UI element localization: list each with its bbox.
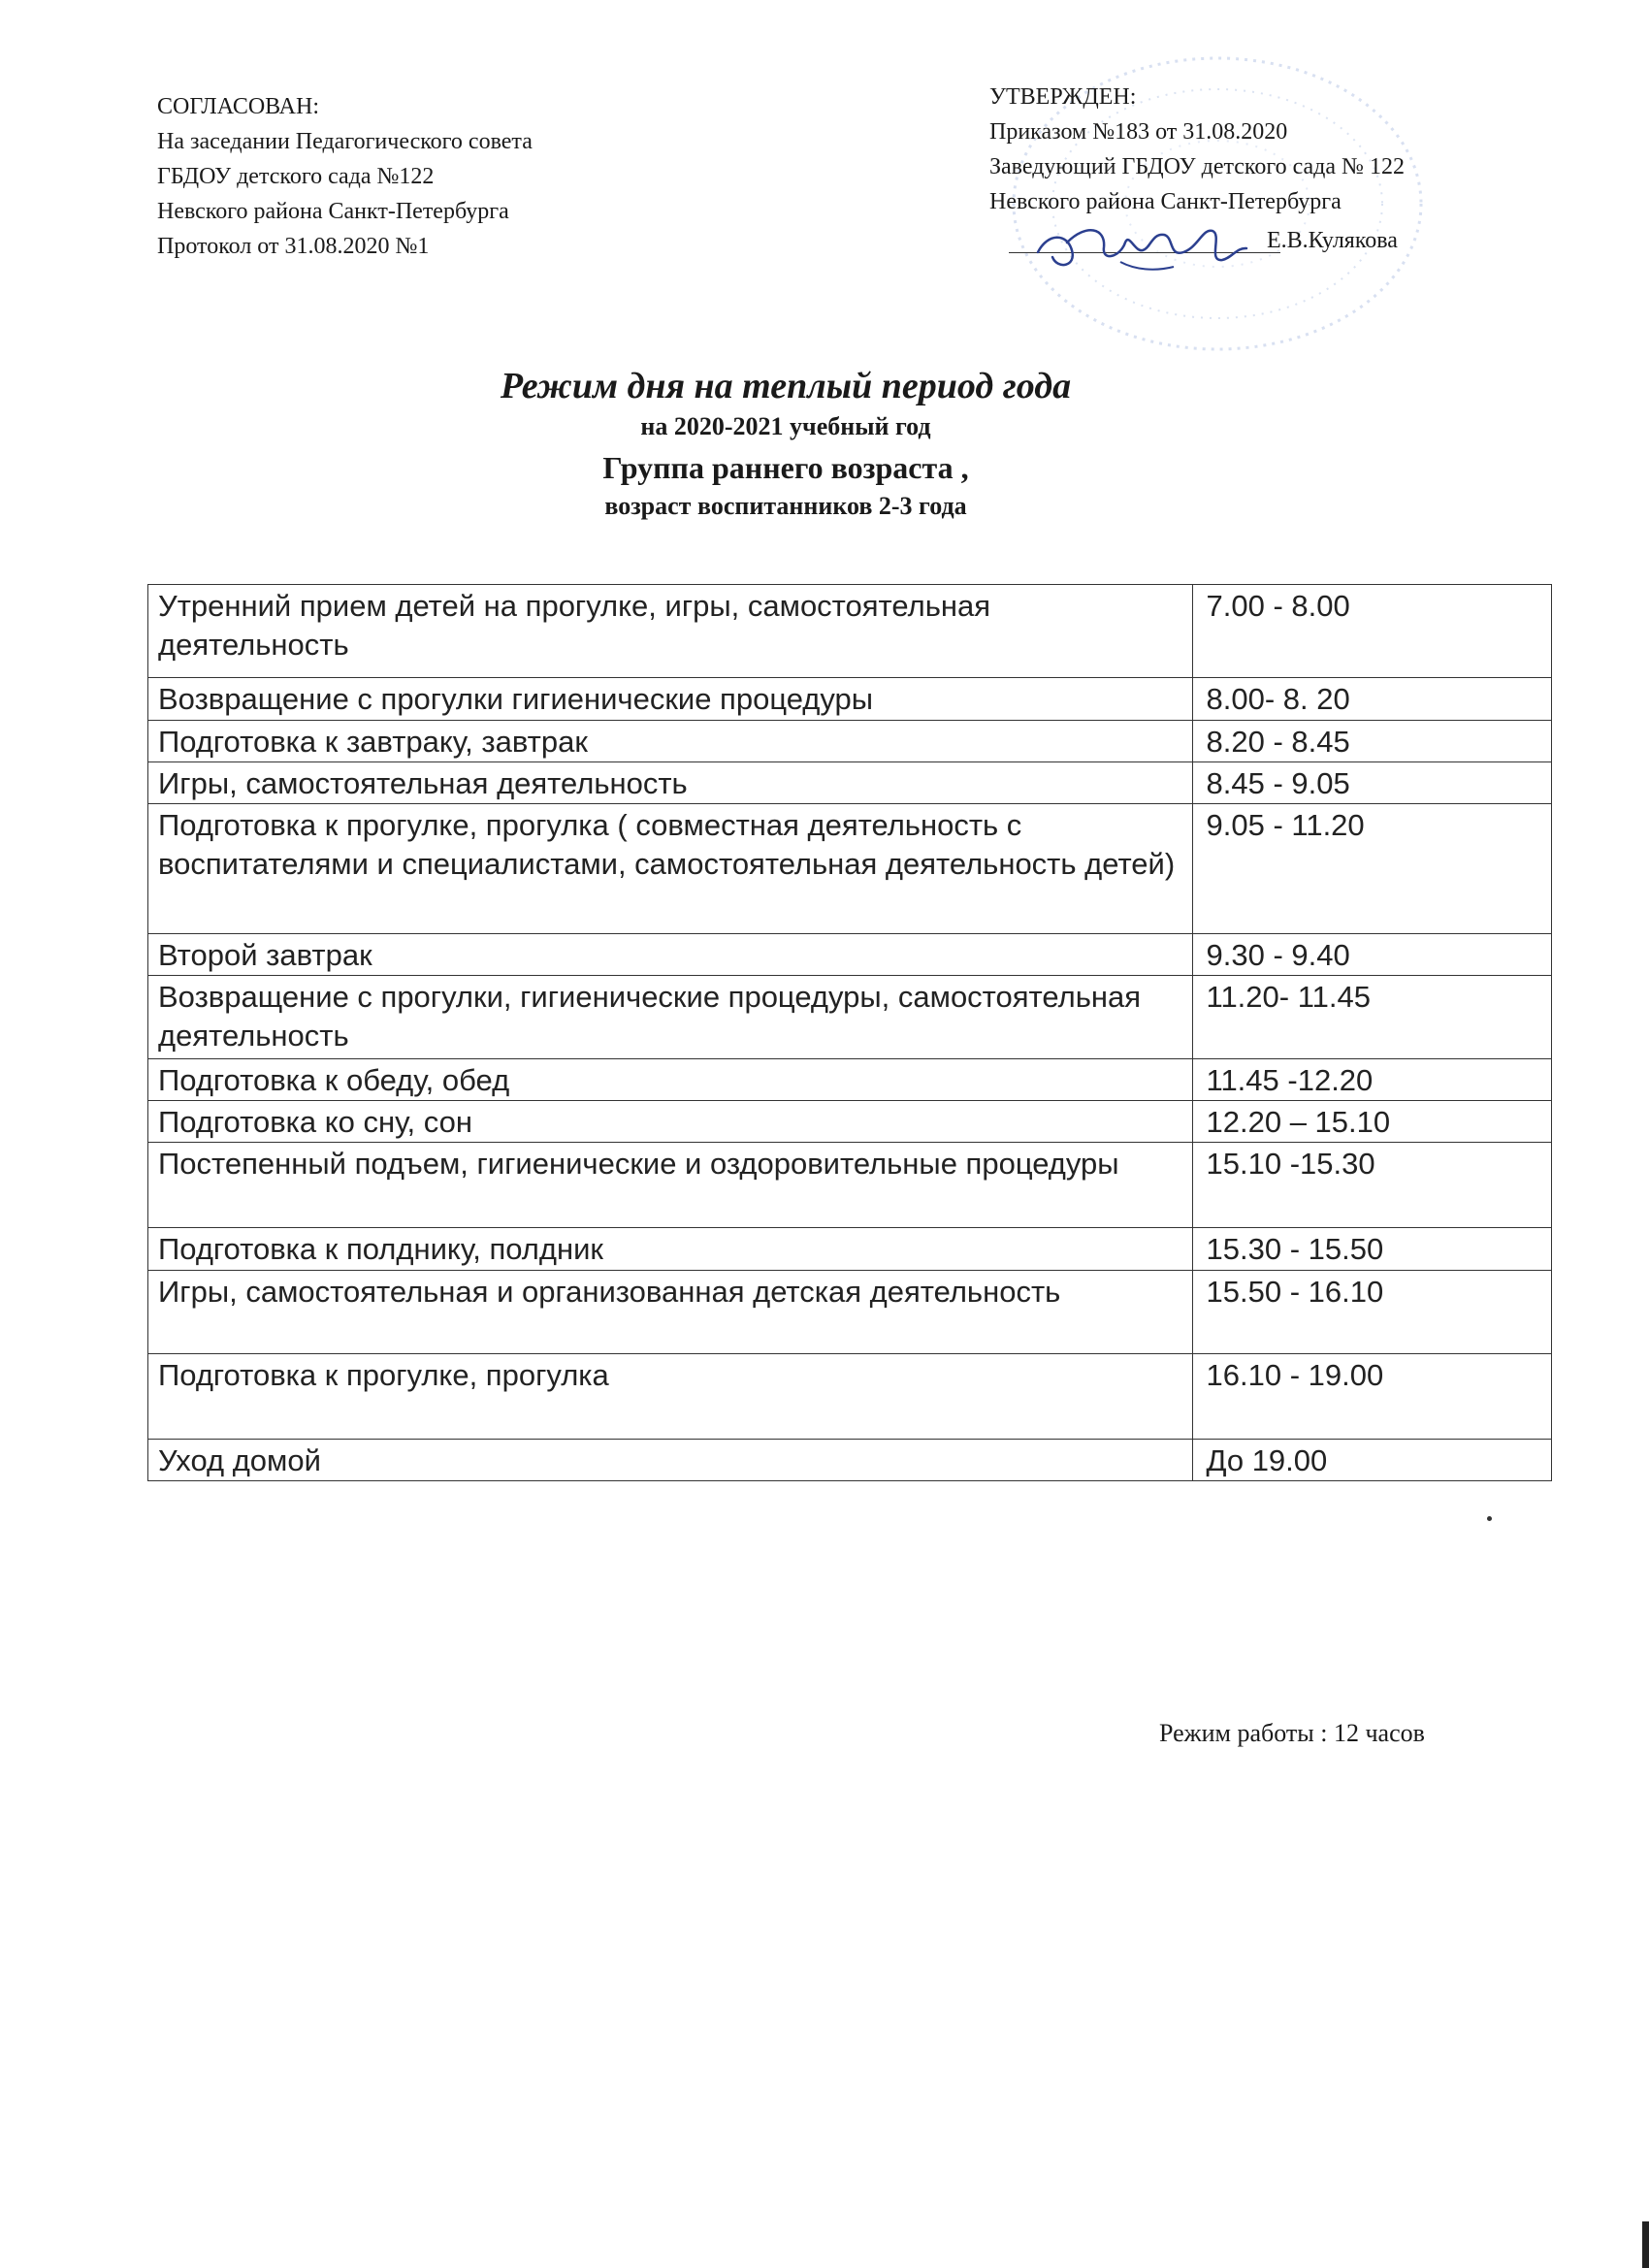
- approval-line: Невского района Санкт-Петербурга: [989, 189, 1342, 214]
- table-row: [148, 1143, 1552, 1228]
- table-row: [148, 1354, 1552, 1440]
- approved-heading: УТВЕРЖДЕН:: [989, 84, 1137, 110]
- table-row: [148, 1440, 1552, 1481]
- approval-line: Протокол от 31.08.2020 №1: [157, 234, 430, 259]
- time-cell: 15.50 - 16.10: [1192, 1271, 1552, 1354]
- page-title: Режим дня на теплый период года: [500, 366, 1072, 406]
- table-row: [148, 762, 1552, 804]
- handwritten-signature: [1028, 213, 1261, 281]
- time-cell: 8.45 - 9.05: [1192, 762, 1552, 804]
- time-cell: 15.10 -15.30: [1192, 1143, 1552, 1228]
- approval-line: Приказом №183 от 31.08.2020: [989, 119, 1288, 145]
- table-row: [148, 804, 1552, 934]
- working-hours-note: Режим работы : 12 часов: [1159, 1719, 1425, 1747]
- table-row: [148, 976, 1552, 1059]
- activity-cell: Подготовка к обеду, обед: [148, 1059, 1193, 1101]
- activity-cell: Второй завтрак: [148, 934, 1193, 976]
- time-cell: 11.20- 11.45: [1192, 976, 1552, 1059]
- group-name: Группа раннего возраста ,: [602, 450, 969, 485]
- table-row: [148, 1059, 1552, 1101]
- signature-row: [989, 219, 1474, 262]
- approval-block-right: [989, 80, 1591, 262]
- time-cell: 8.00- 8. 20: [1192, 678, 1552, 721]
- approval-line: ГБДОУ детского сада №122: [157, 164, 435, 189]
- time-cell: 8.20 - 8.45: [1192, 721, 1552, 762]
- time-cell: 7.00 - 8.00: [1192, 585, 1552, 678]
- approval-heading: СОГЛАСОВАН:: [157, 94, 319, 119]
- academic-year: на 2020-2021 учебный год: [640, 412, 931, 440]
- scan-edge-mark: [1642, 2221, 1649, 2268]
- table-row: [148, 678, 1552, 721]
- time-cell: 9.05 - 11.20: [1192, 804, 1552, 934]
- activity-cell: Игры, самостоятельная деятельность: [148, 762, 1193, 804]
- scan-speck: [1487, 1516, 1492, 1521]
- activity-cell: Возвращение с прогулки, гигиенические процедуры, самостоятельная деятельность: [148, 976, 1193, 1059]
- document-title-block: [0, 363, 1571, 524]
- activity-cell: Подготовка к прогулке, прогулка ( совместная деятельность с воспитателями и специалистами, самостоятельная деятельность детей): [148, 804, 1193, 934]
- approval-line: Заведующий ГБДОУ детского сада № 122: [989, 154, 1405, 179]
- table-row: [148, 1271, 1552, 1354]
- approval-line: На заседании Педагогического совета: [157, 129, 533, 154]
- activity-cell: Возвращение с прогулки гигиенические процедуры: [148, 678, 1193, 721]
- time-cell: 11.45 -12.20: [1192, 1059, 1552, 1101]
- approval-block-left: [157, 89, 533, 264]
- table-row: [148, 934, 1552, 976]
- activity-cell: Подготовка к завтраку, завтрак: [148, 721, 1193, 762]
- activity-cell: Уход домой: [148, 1440, 1193, 1481]
- table-row: [148, 585, 1552, 678]
- table-row: [148, 1228, 1552, 1271]
- time-cell: До 19.00: [1192, 1440, 1552, 1481]
- schedule-table: [147, 584, 1552, 1481]
- time-cell: 16.10 - 19.00: [1192, 1354, 1552, 1440]
- activity-cell: Подготовка ко сну, сон: [148, 1101, 1193, 1143]
- signer-name: Е.В.Кулякова: [1267, 228, 1398, 253]
- time-cell: 9.30 - 9.40: [1192, 934, 1552, 976]
- activity-cell: Подготовка к прогулке, прогулка: [148, 1354, 1193, 1440]
- approval-line: Невского района Санкт-Петербурга: [157, 199, 509, 224]
- activity-cell: Игры, самостоятельная и организованная детская деятельность: [148, 1271, 1193, 1354]
- table-row: [148, 721, 1552, 762]
- children-age: возраст воспитанников 2-3 года: [604, 492, 967, 520]
- table-row: [148, 1101, 1552, 1143]
- time-cell: 12.20 – 15.10: [1192, 1101, 1552, 1143]
- activity-cell: Утренний прием детей на прогулке, игры, самостоятельная деятельность: [148, 585, 1193, 678]
- time-cell: 15.30 - 15.50: [1192, 1228, 1552, 1271]
- activity-cell: Подготовка к полднику, полдник: [148, 1228, 1193, 1271]
- activity-cell: Постепенный подъем, гигиенические и оздоровительные процедуры: [148, 1143, 1193, 1228]
